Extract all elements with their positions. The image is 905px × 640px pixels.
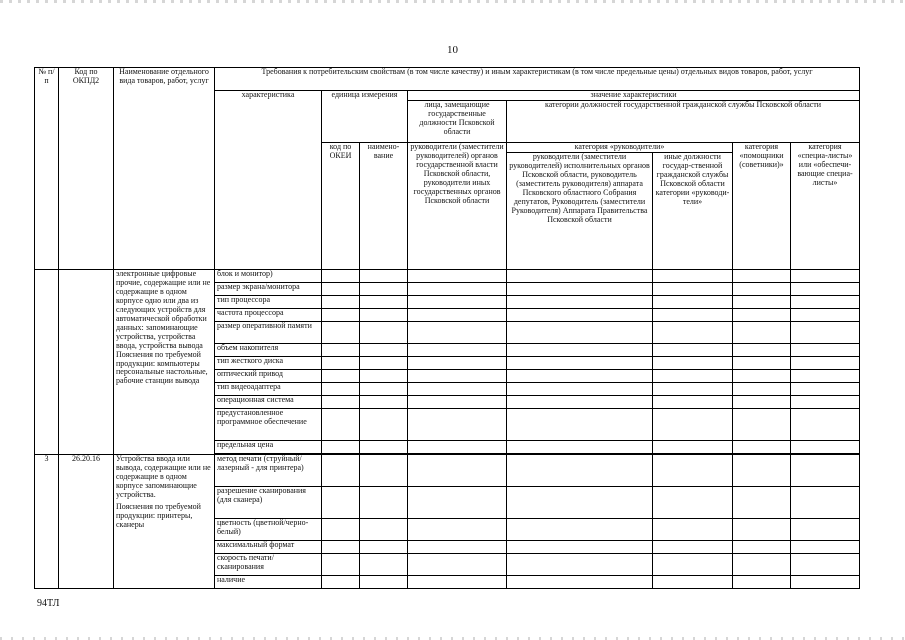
footer-code: 94ТЛ <box>37 598 60 609</box>
characteristic-cell: размер оперативной памяти <box>215 322 322 344</box>
header-okpd: Код по ОКПД2 <box>59 68 114 270</box>
characteristic-cell: цветность (цветной/черно-белый) <box>215 519 322 541</box>
header-num: № п/п <box>35 68 59 270</box>
characteristic-cell: предустановленное программное обеспечение <box>215 409 322 441</box>
section1-name <box>114 270 215 455</box>
characteristic-cell: частота процессора <box>215 309 322 322</box>
header-heads-exec: руководители (заместители руководителей) исполнительных органов Псковской области, руководитель (заместитель руководителя) аппарата Псковского областного Собрания депутатов, Руководитель (заместители Руководителя) Аппарата Правительства Псковской области <box>507 153 653 270</box>
section2-name <box>114 455 215 589</box>
section2-name-line: Устройства ввода или вывода, содержащие или не содержащие в одном корпусе запоминающие устройства. <box>116 454 211 499</box>
requirements-table <box>34 67 860 589</box>
characteristic-cell: размер экрана/монитора <box>215 283 322 296</box>
characteristic-cell: тип жесткого диска <box>215 357 322 370</box>
characteristic-cell: оптический привод <box>215 370 322 383</box>
header-value: значение характеристики <box>408 91 860 101</box>
characteristic-cell: предельная цена <box>215 441 322 454</box>
header-cat-specialists: категория «специа-листы» или «обеспечи-вающие специа-листы» <box>791 143 860 270</box>
characteristic-cell: объем накопителя <box>215 344 322 357</box>
header-requirements: Требования к потребительским свойствам (в том числе качеству) и иным характеристикам (в том числе предельные цены) отдельных видов товаров, работ, услуг <box>215 68 860 91</box>
header-cat-heads: категория «руководители» <box>507 143 733 153</box>
section1-code <box>59 270 114 455</box>
header-other-positions: иные должности государ-ственной гражданской службы Псковской области категории «руководи-тели» <box>653 153 733 270</box>
characteristic-cell: тип видеоадаптера <box>215 383 322 396</box>
characteristic-cell: блок и монитор) <box>215 270 322 283</box>
page-number: 10 <box>447 44 458 56</box>
characteristic-cell: метод печати (струйный/лазерный - для принтера) <box>215 455 322 487</box>
section1-name-line: Пояснения по требуемой продукции: компьютеры персональные настольные, рабочие станции вывода <box>116 349 208 386</box>
section1-num <box>35 270 59 455</box>
characteristic-cell: операционная система <box>215 396 322 409</box>
header-persons: лица, замещающие государственные должности Псковской области <box>408 101 507 143</box>
characteristic-cell: разрешение сканирования (для сканера) <box>215 487 322 519</box>
header-categories: категории должностей государственной гражданской службы Псковской области <box>507 101 860 143</box>
scan-edge-top <box>0 0 905 3</box>
header-unit: единица измерения <box>322 91 408 143</box>
header-okei-code: код по ОКЕИ <box>322 143 360 270</box>
header-unit-name: наимено-вание <box>360 143 408 270</box>
characteristic-cell: скорость печати/сканирования <box>215 554 322 576</box>
header-characteristic: характеристика <box>215 91 322 270</box>
characteristic-cell: наличие <box>215 576 322 589</box>
header-name: Наименование отдельного вида товаров, работ, услуг <box>114 68 215 270</box>
characteristic-cell: тип процессора <box>215 296 322 309</box>
section2-code: 26.20.16 <box>59 455 114 589</box>
section2-num: 3 <box>35 455 59 589</box>
header-cat-helpers: категория «помощники (советники)» <box>733 143 791 270</box>
section1-name-line: электронные цифровые прочие, содержащие или не содержащие в одном корпусе одно или два из следующих устройств для автоматической обработки данных: запоминающие устройства, устройства ввода, устройства вывода <box>116 269 211 350</box>
section2-name-line: Пояснения по требуемой продукции: принтеры, сканеры <box>116 501 201 529</box>
characteristic-cell: максимальный формат <box>215 541 322 554</box>
header-heads-col: руководители (заместители руководителей) органов государственной власти Псковской области, руководители иных государственных органов Псковской области <box>408 143 507 270</box>
